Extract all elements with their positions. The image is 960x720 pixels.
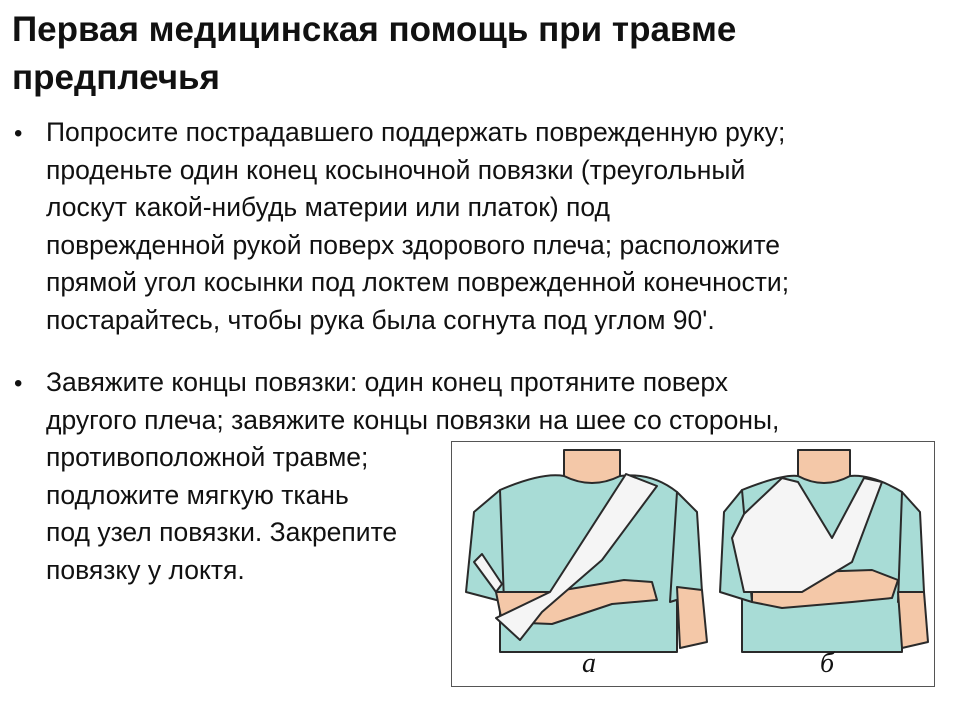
figure-label-a: а (582, 648, 596, 679)
page-title: Первая медицинская помощь при травме предплечья (12, 10, 737, 97)
instruction-paragraph-2: Завяжите концы повязки: один конец протяните поверх другого плеча; завяжите концы повязки на шее со стороны, противоположной травме; подложите мягкую ткань под узел повязки. Закрепите повязку у локтя. (46, 367, 780, 585)
bandage-illustration (451, 441, 935, 687)
figure-b-drawing (720, 450, 928, 652)
bandage-drawings-svg (452, 442, 933, 685)
instruction-paragraph-1: Попросите пострадавшего поддержать поврежденную руку; проденьте один конец косыночной повязки (треугольный лоскут какой-нибудь материи или платок) под поврежденной рукой поверх здорового плеча; расположите прямой угол косынки под локтем поврежденной конечности; постарайтесь, чтобы рука была согнута под углом 90'. (46, 117, 790, 335)
bullet-marker-1: • (14, 120, 23, 147)
figure-a-drawing (466, 450, 707, 652)
figure-label-b: б (820, 648, 835, 679)
bullet-marker-2: • (14, 370, 23, 397)
